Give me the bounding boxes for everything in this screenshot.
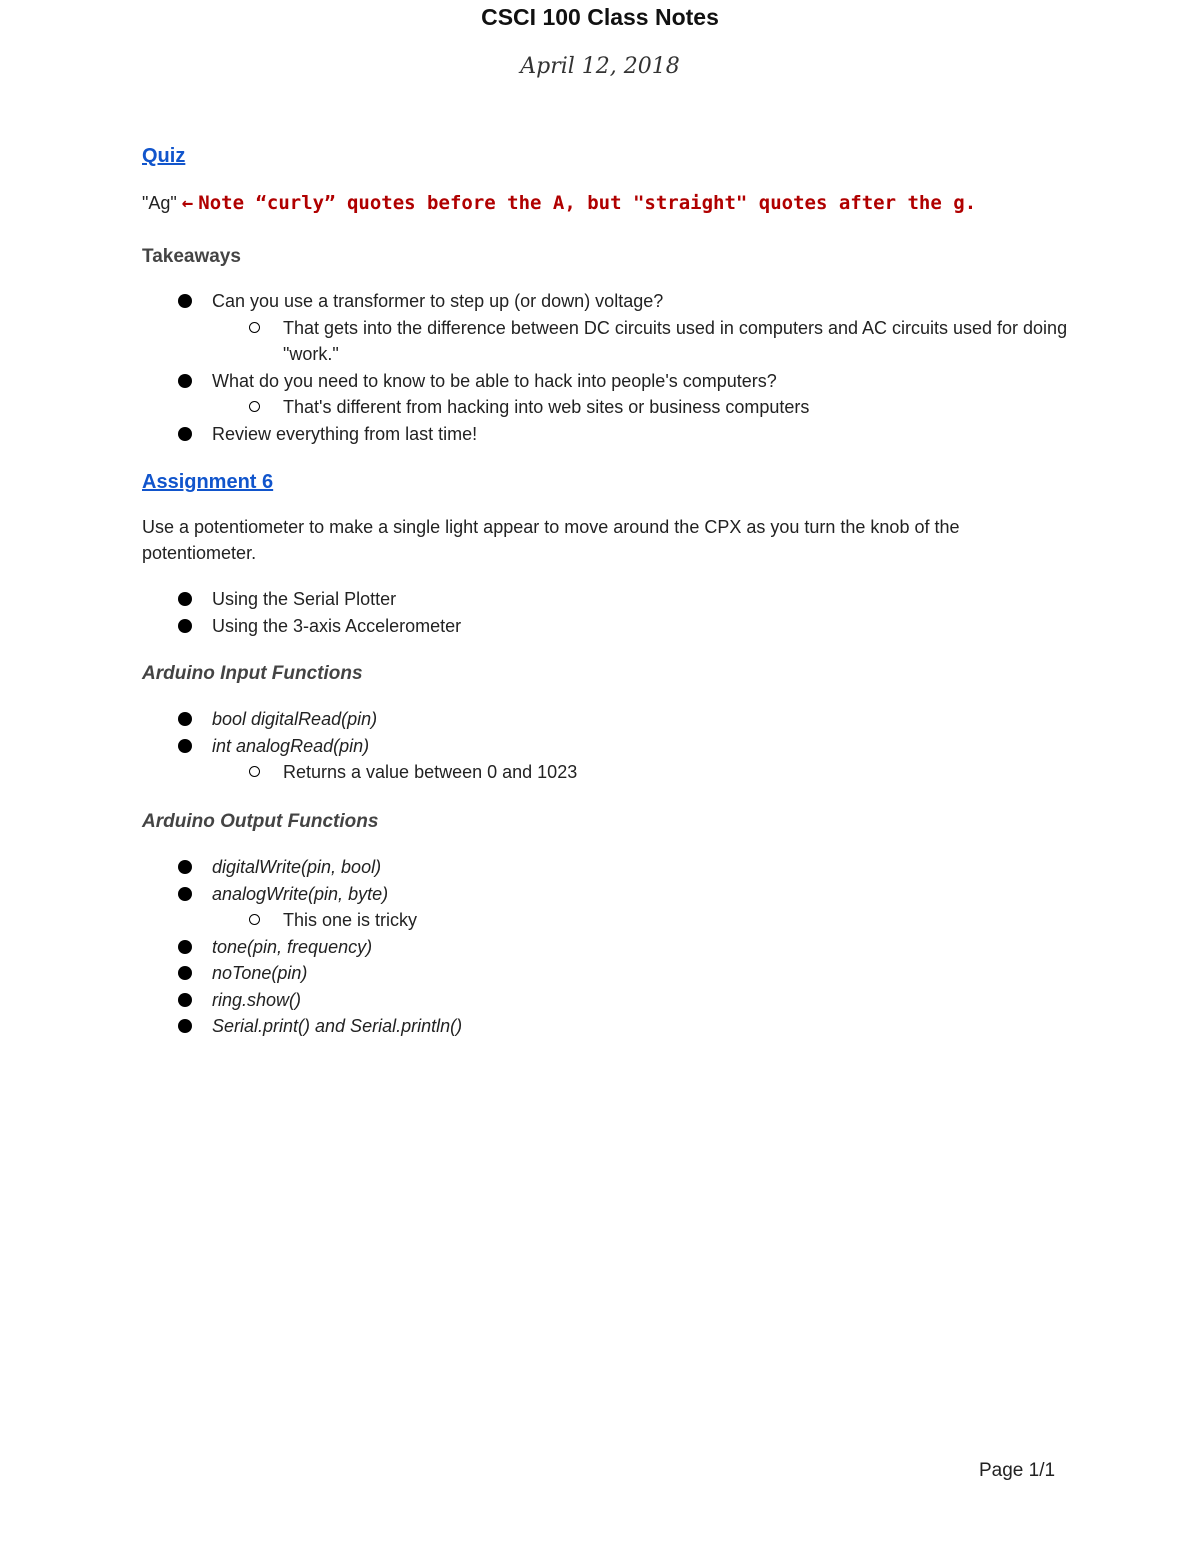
function-text: analogWrite(pin, byte) <box>212 883 389 904</box>
document-title: CSCI 100 Class Notes <box>481 4 719 30</box>
list-item <box>0 368 1073 421</box>
assignment-list <box>0 586 1062 639</box>
output-functions-list <box>0 854 1073 1040</box>
page-number: Page 1/1 <box>979 1460 1056 1481</box>
takeaway-text: What do you need to know to be able to hack into people's computers? <box>212 370 777 391</box>
list-item <box>0 854 1073 881</box>
bullet-icon <box>178 966 192 980</box>
list-item <box>0 586 1062 613</box>
bullet-icon <box>178 427 192 441</box>
list-item <box>0 733 1073 786</box>
list-item <box>0 881 1073 934</box>
assignment-heading-link[interactable]: Assignment 6 <box>142 471 274 493</box>
takeaways-heading: Takeaways <box>142 246 241 267</box>
assignment-item-text: Using the 3-axis Accelerometer <box>212 615 462 636</box>
bullet-icon <box>178 739 192 753</box>
hollow-bullet-icon <box>249 914 260 925</box>
bullet-icon <box>178 887 192 901</box>
list-item <box>0 421 1073 448</box>
output-functions-heading: Arduino Output Functions <box>142 811 379 832</box>
list-item <box>0 613 1062 640</box>
function-text: tone(pin, frequency) <box>212 936 373 957</box>
function-text: Serial.print() and Serial.println() <box>212 1016 463 1036</box>
assignment-item-text: Using the Serial Plotter <box>212 589 397 609</box>
function-subtext: This one is tricky <box>283 910 418 930</box>
quiz-note: Note “curly” quotes before the A, but "straight" quotes after the g. <box>198 192 977 214</box>
function-text: bool digitalRead(pin) <box>212 709 378 729</box>
input-functions-list <box>0 706 1073 786</box>
assignment-description: Use a potentiometer to make a single light appear to move around the CPX as you turn the knob of the potentiometer. <box>142 517 960 563</box>
list-item <box>0 987 1073 1014</box>
list-item <box>0 1013 1073 1040</box>
function-subtext: Returns a value between 0 and 1023 <box>283 762 578 782</box>
function-text: noTone(pin) <box>212 963 308 983</box>
hollow-bullet-icon <box>249 401 260 412</box>
list-item <box>0 706 1073 733</box>
takeaway-subtext: That gets into the difference between DC circuits used in computers and AC circuits used for doing "work." <box>283 317 1068 364</box>
bullet-icon <box>178 592 192 606</box>
bullet-icon <box>178 993 192 1007</box>
bullet-icon <box>178 619 192 633</box>
function-text: digitalWrite(pin, bool) <box>212 857 382 877</box>
input-functions-heading: Arduino Input Functions <box>142 663 363 684</box>
left-arrow-icon: ← <box>181 192 194 214</box>
quiz-heading-link[interactable]: Quiz <box>142 145 186 167</box>
bullet-icon <box>178 860 192 874</box>
bullet-icon <box>178 712 192 726</box>
bullet-icon <box>178 294 192 308</box>
bullet-icon <box>178 374 192 388</box>
function-text: ring.show() <box>212 989 302 1010</box>
quiz-answer-line <box>142 192 976 214</box>
bullet-icon <box>178 940 192 954</box>
list-item <box>0 288 1073 368</box>
function-text: int analogRead(pin) <box>212 735 370 756</box>
list-item <box>0 934 1073 961</box>
hollow-bullet-icon <box>249 322 260 333</box>
hollow-bullet-icon <box>249 766 260 777</box>
quiz-answer: "Ag" <box>142 193 177 213</box>
bullet-icon <box>178 1019 192 1033</box>
list-item <box>0 960 1073 987</box>
document-date: April 12, 2018 <box>520 54 680 79</box>
takeaway-subtext: That's different from hacking into web sites or business computers <box>283 397 810 417</box>
takeaway-text: Review everything from last time! <box>212 423 478 444</box>
takeaways-list <box>0 288 1073 447</box>
takeaway-text: Can you use a transformer to step up (or down) voltage? <box>212 291 664 311</box>
